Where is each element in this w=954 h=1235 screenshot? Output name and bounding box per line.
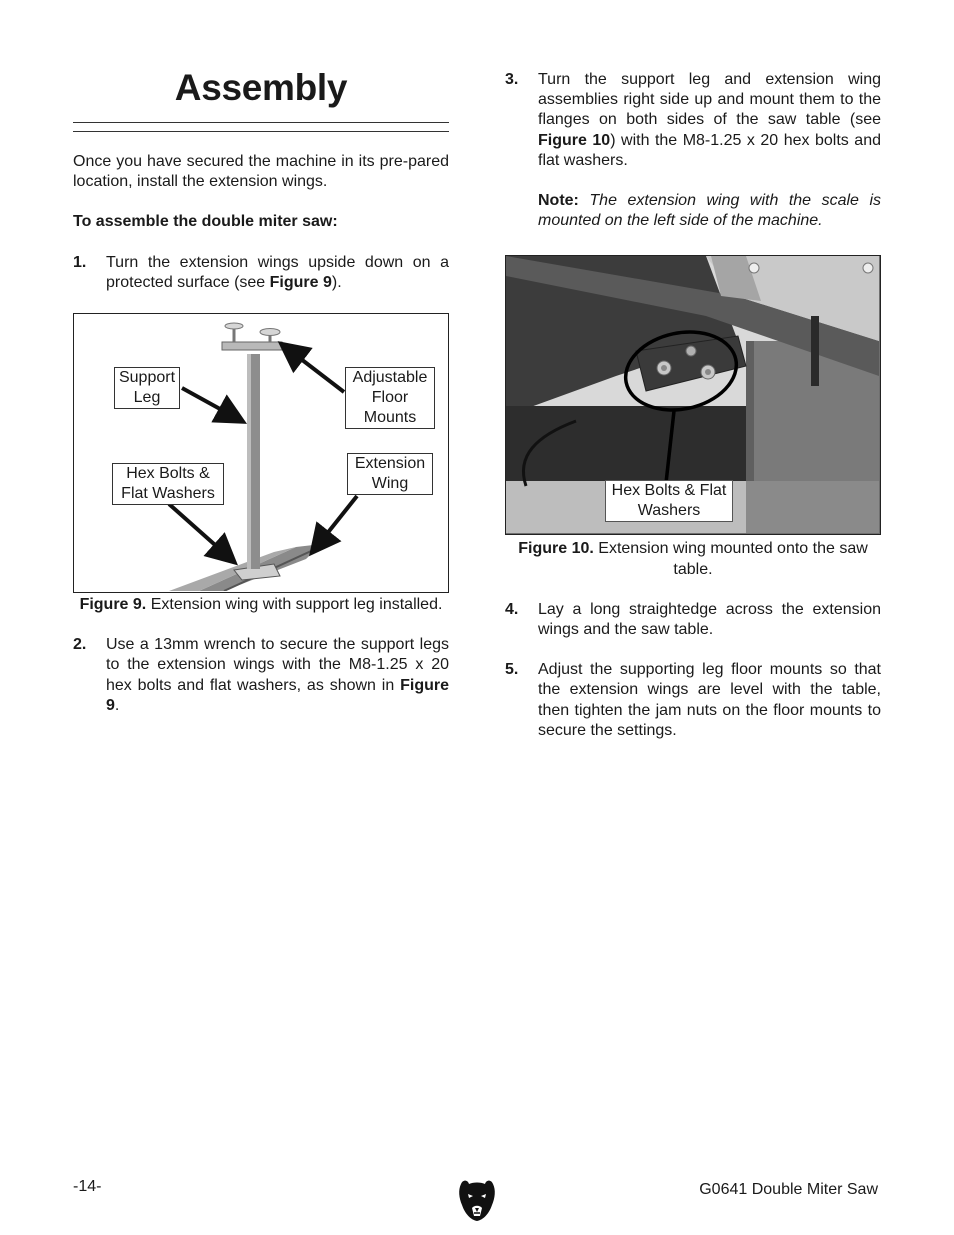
step-5: 5. Adjust the supporting leg floor mounts so that the extension wings are level with the table, then tighten the jam nuts on the floor mounts to secure the settings. (505, 660, 881, 741)
right-column (505, 70, 881, 741)
label-hex-bolts-fig10: Hex Bolts & Flat Washers (605, 480, 733, 522)
label-extension-wing: Extension Wing (347, 453, 433, 495)
subheading: To assemble the double miter saw: (73, 213, 338, 231)
label-support-leg: Support Leg (114, 367, 180, 409)
figure-9 (73, 313, 449, 593)
step-4: 4. Lay a long straightedge across the extension wings and the saw table. (505, 600, 881, 640)
step-number: 2. (73, 636, 87, 654)
figure-10 (505, 255, 881, 535)
figure-reference: Figure 10 (538, 131, 611, 149)
figure-reference: Figure 9 (269, 273, 332, 291)
note-label: Note: (538, 192, 579, 210)
manual-title: G0641 Double Miter Saw (699, 1181, 878, 1198)
step-number: 5. (505, 661, 519, 679)
page-title: Assembly (174, 67, 348, 108)
figure-10-caption: Figure 10. Extension wing mounted onto the saw table. (518, 540, 868, 578)
step-3: 3. Turn the support leg and extension wing assemblies right side up and mount them to the flanges on both sides of the saw table (see Figure 10) with the M8-1.25 x 20 hex bolts and flat washers. (505, 70, 881, 171)
intro-paragraph: Once you have secured the machine in its pre-pared location, install the extension wings. (73, 153, 449, 191)
step-1: 1. Turn the extension wings upside down on a protected surface (see Figure 9). (73, 253, 449, 293)
label-hex-bolts: Hex Bolts & Flat Washers (112, 463, 224, 505)
figure-9-caption: Figure 9. Extension wing with support leg installed. (79, 596, 443, 614)
step-2: 2. Use a 13mm wrench to secure the support legs to the extension wings with the M8-1.25 x 20 hex bolts and flat washers, as shown in Figure 9. (73, 635, 449, 716)
step-number: 1. (73, 253, 87, 271)
step-number: 3. (505, 71, 519, 88)
grizzly-bear-logo-icon (457, 1178, 497, 1222)
figure-reference: Figure 9 (106, 676, 449, 714)
note (505, 191, 881, 231)
label-adjustable-floor-mounts: Adjustable Floor Mounts (345, 367, 435, 429)
title-rule (73, 122, 449, 132)
step-number: 4. (505, 600, 519, 618)
note-text: The extension wing with the scale is mounted on the left side of the machine. (538, 192, 881, 230)
page-number: -14- (73, 1178, 102, 1195)
left-column (73, 60, 449, 716)
